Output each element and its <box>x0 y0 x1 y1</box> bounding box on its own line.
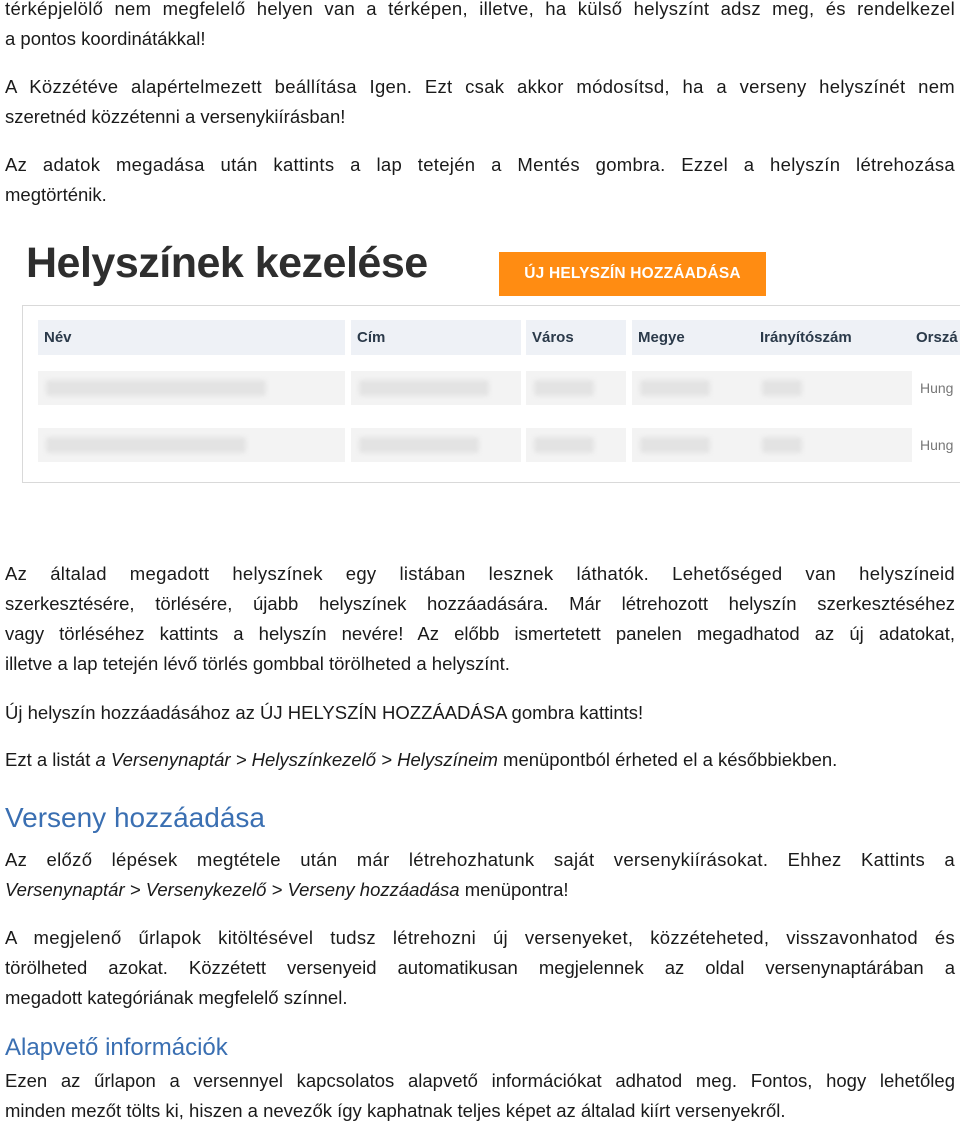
paragraph-line: térképjelölő nem megfelelő helyen van a térképen, illetve, ha külső helyszínt adsz meg, és rendelkezel <box>5 0 955 19</box>
paragraph-line: Az általad megadott helyszínek egy listában lesznek láthatók. Lehetőséged van helyszíneid <box>5 563 955 584</box>
paragraph-line: minden mezőt tölts ki, hiszen a nevezők így kaphatnak teljes képet az általad kiírt versenyekről. <box>5 1100 786 1121</box>
paragraph-line: illetve a lap tetején lévő törlés gombbal törölheted a helyszínt. <box>5 653 510 674</box>
locations-table <box>22 305 960 483</box>
text-span: Ezt a listát <box>5 749 96 770</box>
column-header-country[interactable]: Orszá <box>910 320 960 355</box>
section-heading: Verseny hozzáadása <box>5 802 265 833</box>
text-span: menüpontból érheted el a későbbiekben. <box>497 749 838 770</box>
screenshot-page-title: Helyszínek kezelése <box>26 239 428 287</box>
column-header-county[interactable]: Megye <box>632 320 756 355</box>
column-header-address[interactable]: Cím <box>351 320 521 355</box>
paragraph-line: szerkesztésére, törlésére, újabb helyszínek hozzáadására. Már létrehozott helyszín szerkesztéséhez <box>5 593 955 614</box>
paragraph-line: Az adatok megadása után kattints a lap tetején a Mentés gombra. Ezzel a helyszín létrehozása <box>5 154 955 175</box>
country-cell: Hung <box>920 437 954 453</box>
menu-path: a Versenynaptár > Helyszínkezelő > Helyszíneim <box>95 749 498 770</box>
paragraph-line: szeretnéd közzétenni a versenykiírásban! <box>5 106 346 127</box>
paragraph-line: Az előző lépések megtétele után már létrehozhatunk saját versenykiírásokat. Ehhez Kattints a <box>5 849 955 870</box>
paragraph-line: Ezen az űrlapon a versennyel kapcsolatos alapvető információkat adhatod meg. Fontos, hogy lehetőleg <box>5 1070 955 1091</box>
paragraph-line: A Közzétéve alapértelmezett beállítása Igen. Ezt csak akkor módosítsd, ha a verseny helyszínét nem <box>5 76 955 97</box>
paragraph-line: A megjelenő űrlapok kitöltésével tudsz létrehozni új versenyeket, közzéteheted, visszavonhatod és <box>5 927 955 948</box>
paragraph-line: a pontos koordinátákkal! <box>5 28 206 49</box>
paragraph <box>5 745 955 775</box>
country-cell: Hung <box>920 380 954 396</box>
paragraph-line: vagy törléséhez kattints a helyszín nevére! Az előbb ismertetett panelen megadhatod az új adatokat, <box>5 623 955 644</box>
paragraph: Új helyszín hozzáadásához az ÚJ HELYSZÍN HOZZÁADÁSA gombra kattints! <box>5 702 644 723</box>
menu-path: Versenynaptár > Versenykezelő > Verseny hozzáadása <box>5 879 460 900</box>
add-location-button[interactable]: ÚJ HELYSZÍN HOZZÁADÁSA <box>499 252 766 296</box>
column-header-name[interactable]: Név <box>38 320 345 355</box>
paragraph-line: megtörténik. <box>5 184 107 205</box>
column-header-zip[interactable]: Irányítószám <box>754 320 912 355</box>
column-header-city[interactable]: Város <box>526 320 626 355</box>
text-span: menüpontra! <box>459 879 569 900</box>
paragraph-line: megadott kategóriának megfelelő színnel. <box>5 987 348 1008</box>
screenshot-figure <box>0 225 960 490</box>
subsection-heading: Alapvető információk <box>5 1034 228 1061</box>
paragraph-line <box>5 875 955 905</box>
paragraph-line: törölheted azokat. Közzétett versenyeid automatikusan megjelennek az oldal versenynaptárában a <box>5 957 955 978</box>
